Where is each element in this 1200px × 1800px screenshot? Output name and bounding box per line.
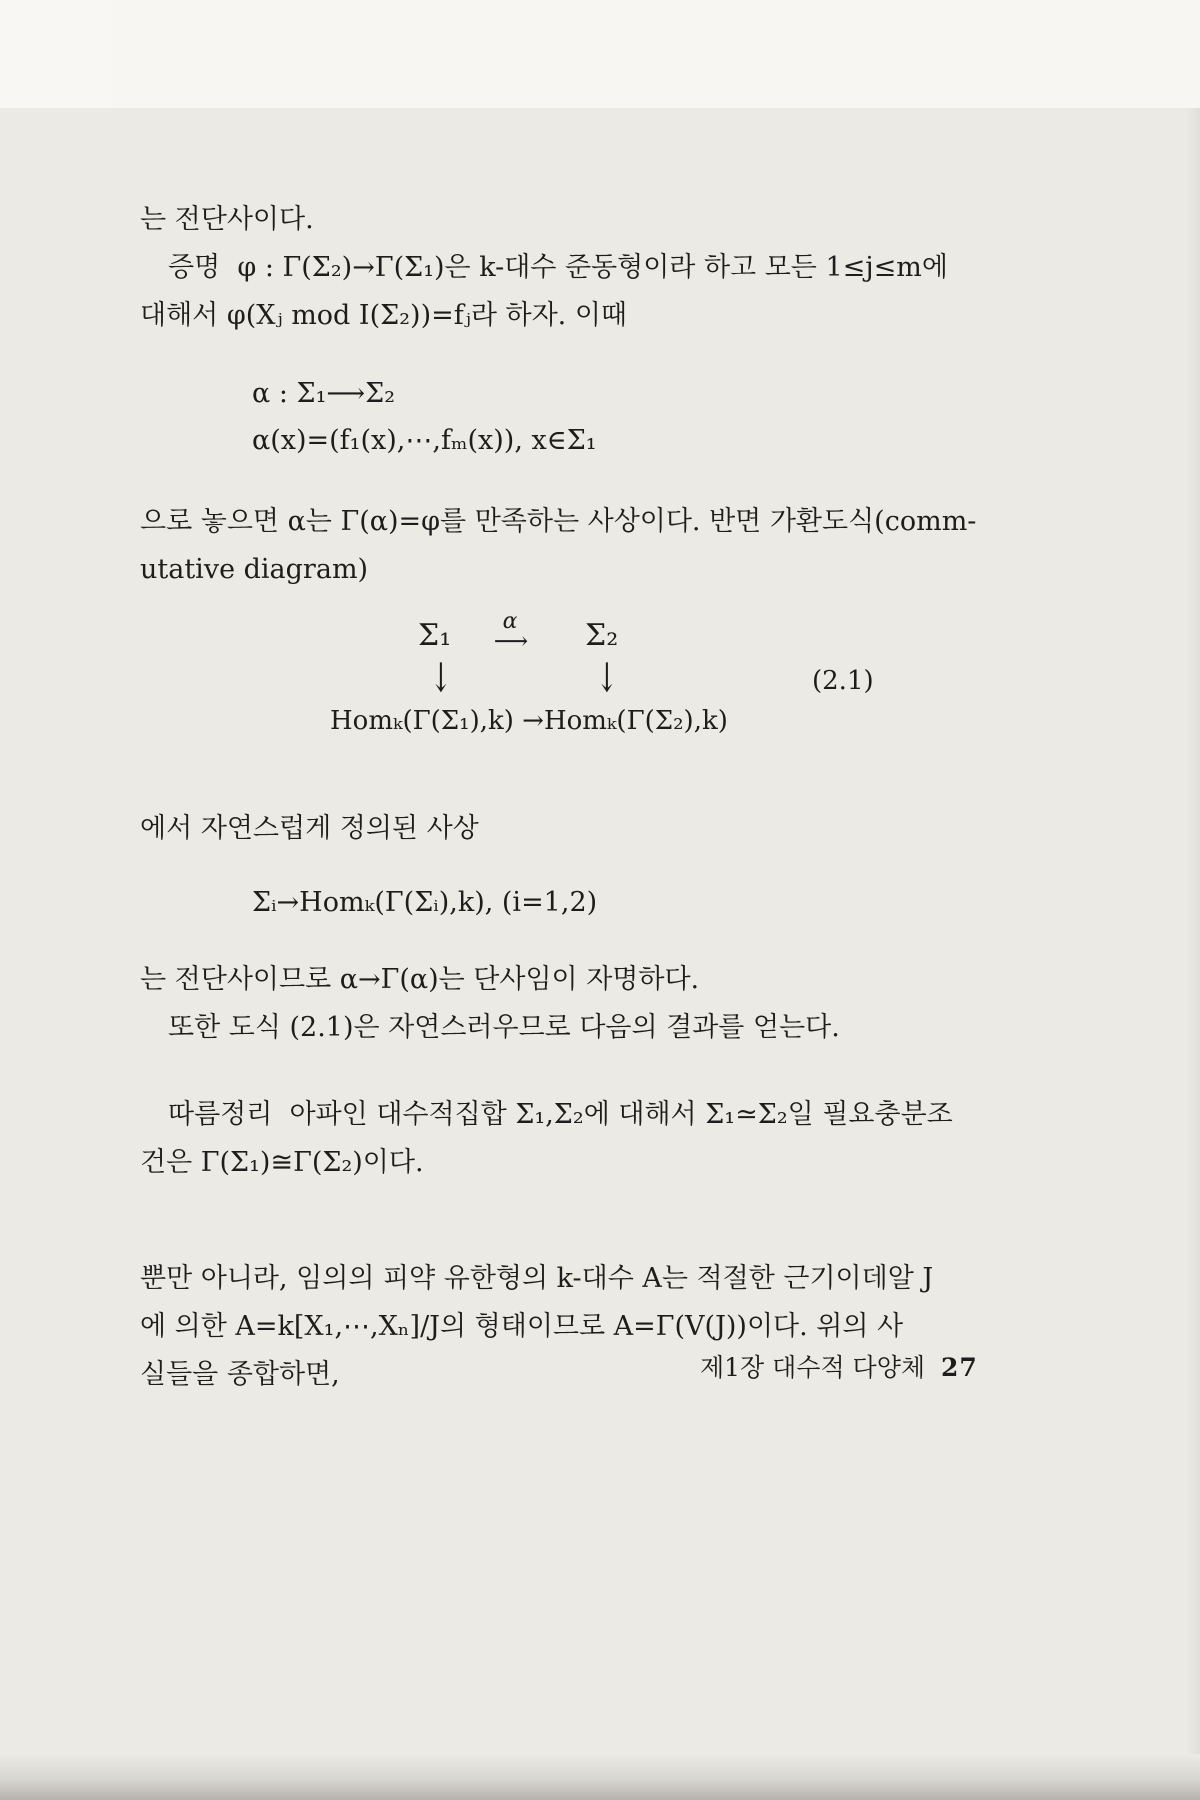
- commutative-diagram: [330, 609, 1070, 753]
- corollary: [140, 1091, 1070, 1187]
- page-footer: [700, 1348, 978, 1384]
- body-text-line: 는 전단사이므로 α→Γ(α)는 단사임이 자명하다.: [140, 964, 700, 995]
- body-text-line: 는 전단사이다.: [140, 204, 314, 235]
- display-equation-2: [252, 879, 1070, 926]
- display-equation-line: Σᵢ→Homₖ(Γ(Σᵢ),k), (i=1,2): [252, 887, 598, 918]
- paragraph-1: [140, 196, 1070, 244]
- diagram-arrow-label: α: [502, 609, 518, 634]
- scan-right-shade: [1186, 108, 1200, 1754]
- paragraph-4: [140, 805, 1070, 853]
- display-equation-1: [252, 370, 1070, 464]
- diagram-horizontal-arrow: [470, 609, 550, 655]
- body-text-line: 실들을 종합하면,: [140, 1359, 340, 1390]
- body-text-line: 또한 도식 (2.1)은 자연스러우므로 다음의 결과를 얻는다.: [168, 1012, 840, 1043]
- body-text-line: 뿐만 아니라, 임의의 피약 유한형의 k-대수 A는 적절한 근기이데알 J: [140, 1263, 934, 1294]
- body-text-line: 증명 φ : Γ(Σ₂)→Γ(Σ₁)은 k-대수 준동형이라 하고 모든 1≤j≤m에: [168, 252, 948, 283]
- scan-top-band: [0, 0, 1200, 108]
- body-text-line: utative diagram): [140, 554, 369, 585]
- scan-bottom-edge: [0, 1754, 1200, 1800]
- display-equation-line: α(x)=(f₁(x),⋯,fₘ(x)), x∈Σ₁: [252, 425, 597, 456]
- footer-page-number: 27: [941, 1353, 978, 1382]
- page-body: [140, 196, 1070, 1399]
- diagram-top-right-object: Σ₂: [585, 618, 619, 653]
- down-arrow-icon: ↓: [596, 656, 618, 703]
- body-text-line: 에서 자연스럽게 정의된 사상: [140, 813, 479, 844]
- body-text-line: 건은 Γ(Σ₁)≅Γ(Σ₂)이다.: [140, 1147, 424, 1178]
- equation-number: (2.1): [812, 666, 874, 696]
- scan-left-band: [0, 0, 112, 108]
- body-text-line: 으로 놓으면 α는 Γ(α)=φ를 만족하는 사상이다. 반면 가환도식(comm-: [140, 506, 977, 537]
- paragraph-2-proof: [140, 244, 1070, 340]
- body-text-line: 대해서 φ(Xⱼ mod I(Σ₂))=fⱼ라 하자. 이때: [140, 300, 628, 331]
- paragraph-3: [140, 498, 1070, 594]
- paragraph-5: [140, 956, 1070, 1052]
- down-arrow-icon: ↓: [430, 656, 452, 703]
- display-equation-line: α : Σ₁⟶Σ₂: [252, 378, 396, 409]
- footer-chapter-title: 제1장 대수적 다양체: [700, 1353, 925, 1382]
- body-text-line: 에 의한 A=k[X₁,⋯,Xₙ]/J의 형태이므로 A=Γ(V(J))이다. 위의 사: [140, 1311, 904, 1342]
- diagram-bottom-row: Homₖ(Γ(Σ₁),k) →Homₖ(Γ(Σ₂),k): [330, 706, 728, 736]
- body-text-line: 따름정리 아파인 대수적집합 Σ₁,Σ₂에 대해서 Σ₁≃Σ₂일 필요충분조: [168, 1099, 953, 1130]
- right-arrow-icon: ⟶: [493, 627, 527, 655]
- diagram-top-left-object: Σ₁: [418, 618, 452, 653]
